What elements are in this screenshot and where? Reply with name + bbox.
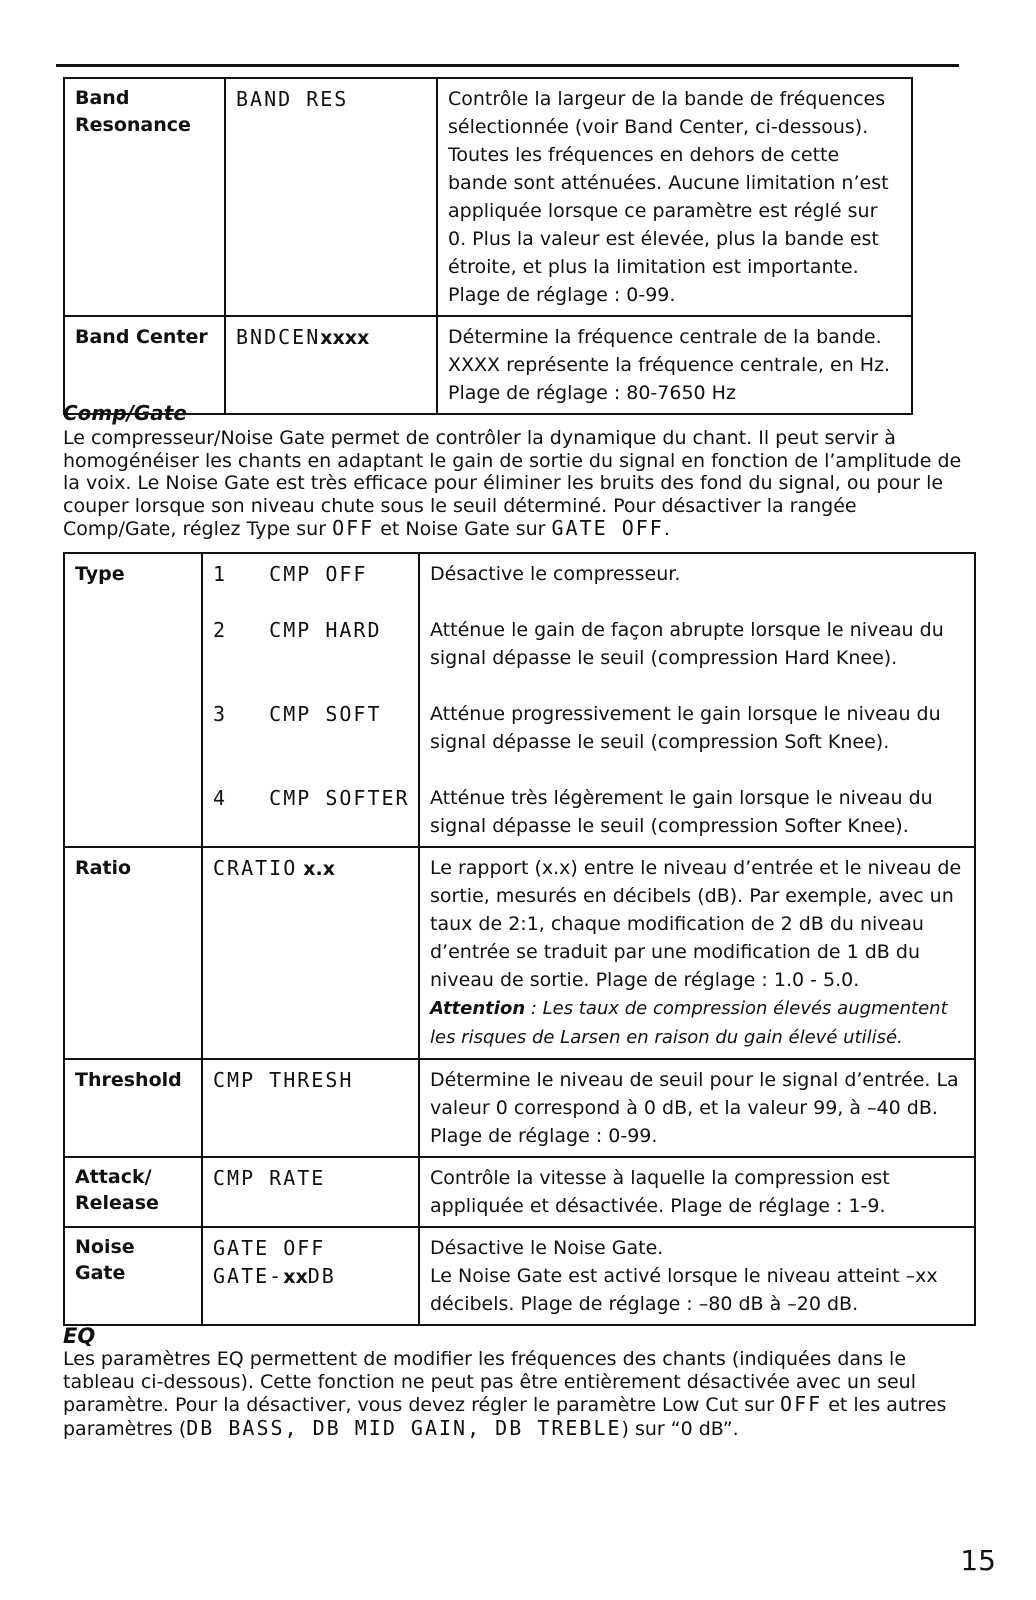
- table-row: [64, 316, 912, 414]
- table-row: [64, 78, 912, 316]
- lcd-display: CMP RATE: [202, 1157, 419, 1227]
- param-description: Désactive le Noise Gate. Le Noise Gate est activé lorsque le niveau atteint –xx décibels. Plage de réglage : –80 dB à –20 dB.: [419, 1227, 975, 1325]
- table-row: [64, 847, 975, 1059]
- param-name: Band Center: [64, 316, 225, 414]
- lcd-display: GATE OFF GATE-xxDB: [202, 1227, 419, 1325]
- param-description: Détermine la fréquence centrale de la bande. XXXX représente la fréquence centrale, en Hz. Plage de réglage : 80-7650 Hz: [437, 316, 912, 414]
- param-description: Contrôle la largeur de la bande de fréquences sélectionnée (voir Band Center, ci-dessous). Toutes les fréquences en dehors de cette bande sont atténuées. Aucune limitation n’est appliquée lorsque ce paramètre est réglé sur 0. Plus la valeur est élevée, plus la bande est étroite, et plus la limitation est importante. Plage de réglage : 0-99.: [437, 78, 912, 316]
- lcd-display: BAND RES: [225, 78, 437, 316]
- lcd-display: 1 CMP OFF 2 CMP HARD 3 CMP SOFT 4 CMP SOFTER: [202, 553, 419, 847]
- param-description: Le rapport (x.x) entre le niveau d’entrée et le niveau de sortie, mesurés en décibels (dB). Par exemple, avec un taux de 2:1, chaque modification de 2 dB du niveau d’entrée se traduit par une modification de 1 dB du niveau de sortie. Plage de réglage : 1.0 - 5.0. Attention : Les taux de compression élevés augmentent les risques de Larsen en raison du gain élevé utilisé.: [419, 847, 975, 1059]
- param-name: Attack/ Release: [64, 1157, 202, 1227]
- param-name: Ratio: [64, 847, 202, 1059]
- lcd-display: BNDCENxxxx: [225, 316, 437, 414]
- page-number: 15: [960, 1544, 996, 1577]
- band-table: [63, 77, 913, 415]
- section-heading-compgate: Comp/Gate: [63, 401, 187, 425]
- param-name: Band Resonance: [64, 78, 225, 316]
- top-rule: [56, 64, 959, 67]
- table-row: [64, 553, 975, 847]
- param-description: Détermine le niveau de seuil pour le signal d’entrée. La valeur 0 correspond à 0 dB, et la valeur 99, à –40 dB. Plage de réglage : 0-99.: [419, 1059, 975, 1157]
- param-description: Contrôle la vitesse à laquelle la compression est appliquée et désactivée. Plage de réglage : 1-9.: [419, 1157, 975, 1227]
- table-row: [64, 1227, 975, 1325]
- compgate-intro: Le compresseur/Noise Gate permet de contrôler la dynamique du chant. Il peut servir à homogénéiser les chants en adaptant le gain de sortie du signal en fonction de l’amplitude de la voix. Le Noise Gate est très efficace pour éliminer les bruits des fond du signal, ou pour le couper lorsque son niveau chute sous le seuil déterminé. Pour désactiver la rangée Comp/Gate, réglez Type sur OFF et Noise Gate sur GATE OFF.: [63, 427, 962, 540]
- param-name: Threshold: [64, 1059, 202, 1157]
- lcd-display: CMP THRESH: [202, 1059, 419, 1157]
- section-heading-eq: EQ: [63, 1324, 96, 1348]
- table-row: [64, 1059, 975, 1157]
- param-name: Noise Gate: [64, 1227, 202, 1325]
- eq-intro: Les paramètres EQ permettent de modifier les fréquences des chants (indiquées dans le tableau ci-dessous). Cette fonction ne peut pas être entièrement désactivée avec un seul paramètre. Pour la désactiver, vous devez régler le paramètre Low Cut sur OFF et les autres paramètres (DB BASS, DB MID GAIN, DB TREBLE) sur “0 dB”.: [63, 1348, 947, 1440]
- lcd-display: CRATIO x.x: [202, 847, 419, 1059]
- table-row: [64, 1157, 975, 1227]
- param-description: Désactive le compresseur. Atténue le gain de façon abrupte lorsque le niveau du signal dépasse le seuil (compression Hard Knee). Atténue progressivement le gain lorsque le niveau du signal dépasse le seuil (compression Soft Knee). Atténue très légèrement le gain lorsque le niveau du signal dépasse le seuil (compression Softer Knee).: [419, 553, 975, 847]
- compgate-table: [63, 552, 976, 1326]
- param-name: Type: [64, 553, 202, 847]
